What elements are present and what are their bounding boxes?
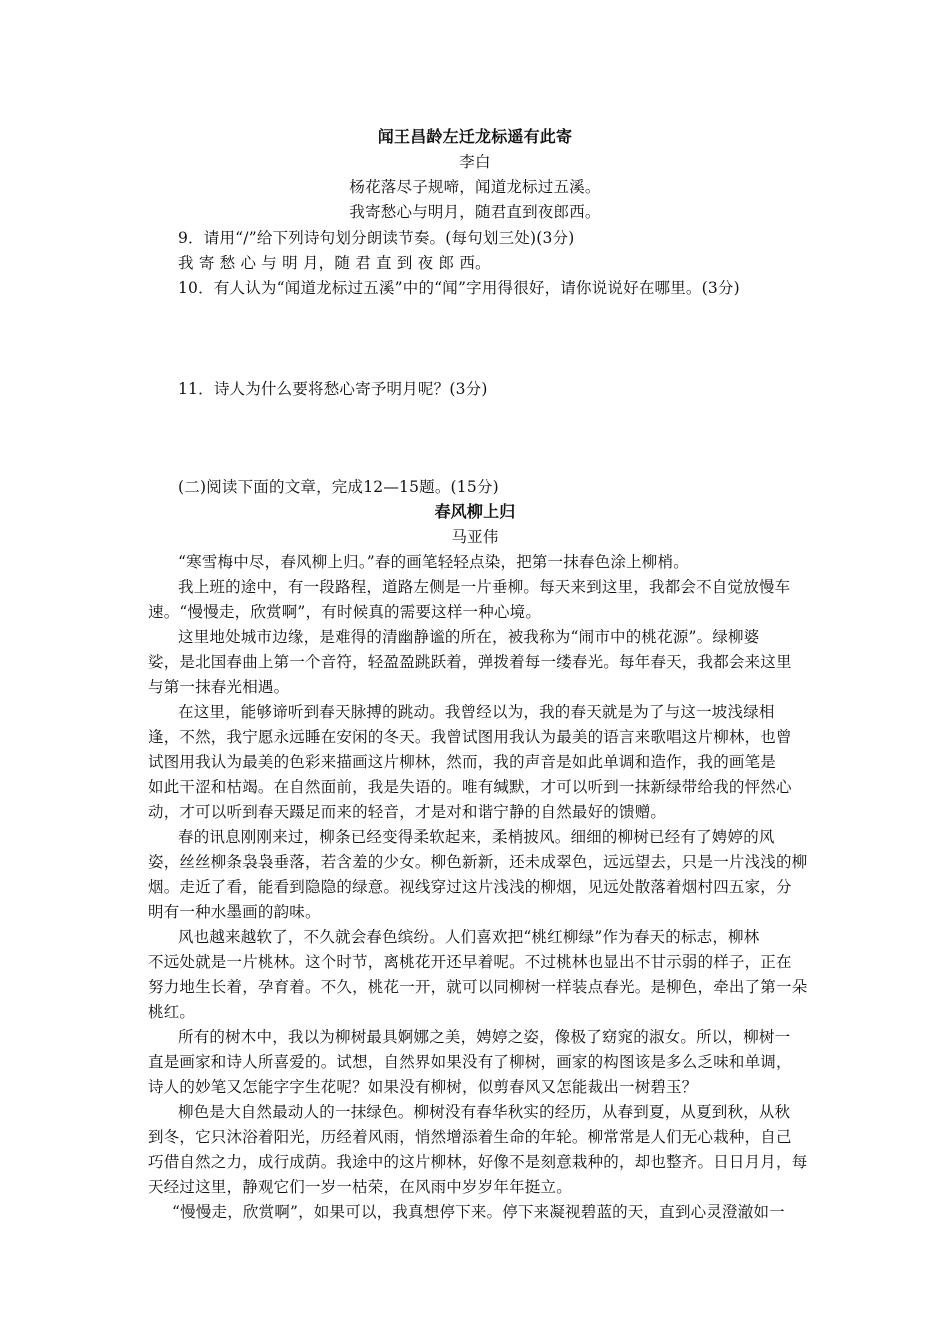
article-line: 逢，不然，我宁愿永远睡在安闲的冬天。我曾试图用我认为最美的语言来歌唱这片柳林，也曾 <box>148 728 792 746</box>
article-line: 动，才可以听到春天蹑足而来的轻音，才是对和谐宁静的自然最好的馈赠。 <box>148 803 667 821</box>
question-10: 10．有人认为“闻道龙标过五溪”中的“闻”字用得很好，请你说说好在哪里。(3分) <box>178 279 740 297</box>
article-line: 天经过这里，静观它们一岁一枯荣，在风雨中岁岁年年挺立。 <box>148 1178 572 1196</box>
article-line: 努力地生长着，孕育着。不久，桃花一开，就可以同柳树一样装点春光。是柳色，牵出了第一朵 <box>148 978 808 996</box>
article-line: “寒雪梅中尽，春风柳上归。”春的画笔轻轻点染，把第一抹春色涂上柳梢。 <box>178 553 689 571</box>
poem-line-1: 杨花落尽子规啼，闻道龙标过五溪。 <box>349 178 601 196</box>
article-line: 速。“慢慢走，欣赏啊”，有时候真的需要这样一种心境。 <box>148 603 542 621</box>
article-line: 桃红。 <box>148 1003 196 1021</box>
article-line: “慢慢走，欣赏啊”，如果可以，我真想停下来。停下来凝视碧蓝的天，直到心灵澄澈如一 <box>172 1203 785 1221</box>
article-line: 这里地处城市边缘，是难得的清幽静谧的所在，被我称为“闹市中的桃花源”。绿柳婆 <box>178 628 760 646</box>
question-11: 11．诗人为什么要将愁心寄予明月呢？(3分) <box>178 380 488 398</box>
article-line: 所有的树木中，我以为柳树最具婀娜之美，娉婷之姿，像极了窈窕的淑女。所以，柳树一 <box>178 1028 791 1046</box>
article-line: 我上班的途中，有一段路程，道路左侧是一片垂柳。每天来到这里，我都会不自觉放慢车 <box>178 578 791 596</box>
poem-author: 李白 <box>459 153 491 171</box>
article-body <box>148 552 808 1222</box>
article-line: 娑，是北国春曲上第一个音符，轻盈盈跳跃着，弹拨着每一缕春光。每年春天，我都会来这里 <box>148 653 792 671</box>
poem-line-2: 我寄愁心与明月，随君直到夜郎西。 <box>349 203 601 221</box>
article-line: 诗人的妙笔又怎能字字生花呢？如果没有柳树，似剪春风又怎能裁出一树碧玉？ <box>148 1078 698 1096</box>
article-line: 风也越来越软了，不久就会春色缤纷。人们喜欢把“桃红柳绿”作为春天的标志，柳林 <box>178 928 760 946</box>
article-line: 如此干涩和枯竭。在自然面前，我是失语的。唯有缄默，才可以听到一抹新绿带给我的怦然心 <box>148 778 792 796</box>
article-line: 试图用我认为最美的色彩来描画这片柳林，然而，我的声音是如此单调和造作，我的画笔是 <box>148 753 777 771</box>
article-line: 不远处就是一片桃林。这个时节，离桃花开还早着呢。不过桃林也显出不甘示弱的样子，正在 <box>148 953 792 971</box>
article-line: 柳色是大自然最动人的一抹绿色。柳树没有春华秋实的经历，从春到夏，从夏到秋，从秋 <box>178 1103 791 1121</box>
article-line: 烟。走近了看，能看到隐隐的绿意。视线穿过这片浅浅的柳烟，见远处散落着烟村四五家，分 <box>148 878 792 896</box>
article-line: 春的讯息刚刚来过，柳条已经变得柔软起来，柔梢披风。细细的柳树已经有了娉婷的风 <box>178 828 775 846</box>
article-line: 直是画家和诗人所喜爱的。试想，自然界如果没有了柳树，画家的构图该是多么乏味和单调， <box>148 1053 792 1071</box>
article-line: 到冬，它只沐浴着阳光，历经着风雨，悄然增添着生命的年轮。柳常常是人们无心栽种，自己 <box>148 1128 792 1146</box>
section-2-intro: (二)阅读下面的文章，完成12—15题。(15分) <box>178 478 499 496</box>
article-line: 巧借自然之力，成行成荫。我途中的这片柳林，好像不是刻意栽种的，却也整齐。日日月月，每 <box>148 1153 808 1171</box>
question-9: 9．请用“/”给下列诗句划分朗读节奏。(每句划三处)(3分) <box>178 229 575 247</box>
poem-title: 闻王昌龄左迁龙标遥有此寄 <box>377 127 573 146</box>
article-author: 马亚伟 <box>451 528 499 546</box>
question-9-poem-line: 我 寄 愁 心 与 明 月，随 君 直 到 夜 郎 西。 <box>178 254 491 272</box>
article-line: 与第一抹春光相遇。 <box>148 678 290 696</box>
article-line: 在这里，能够谛听到春天脉搏的跳动。我曾经以为，我的春天就是为了与这一坡浅绿相 <box>178 703 775 721</box>
article-line: 明有一种水墨画的韵味。 <box>148 903 321 921</box>
article-line: 姿，丝丝柳条袅袅垂落，若含羞的少女。柳色新新，还未成翠色，远远望去，只是一片浅浅的柳 <box>148 853 808 871</box>
article-title: 春风柳上归 <box>434 502 516 521</box>
